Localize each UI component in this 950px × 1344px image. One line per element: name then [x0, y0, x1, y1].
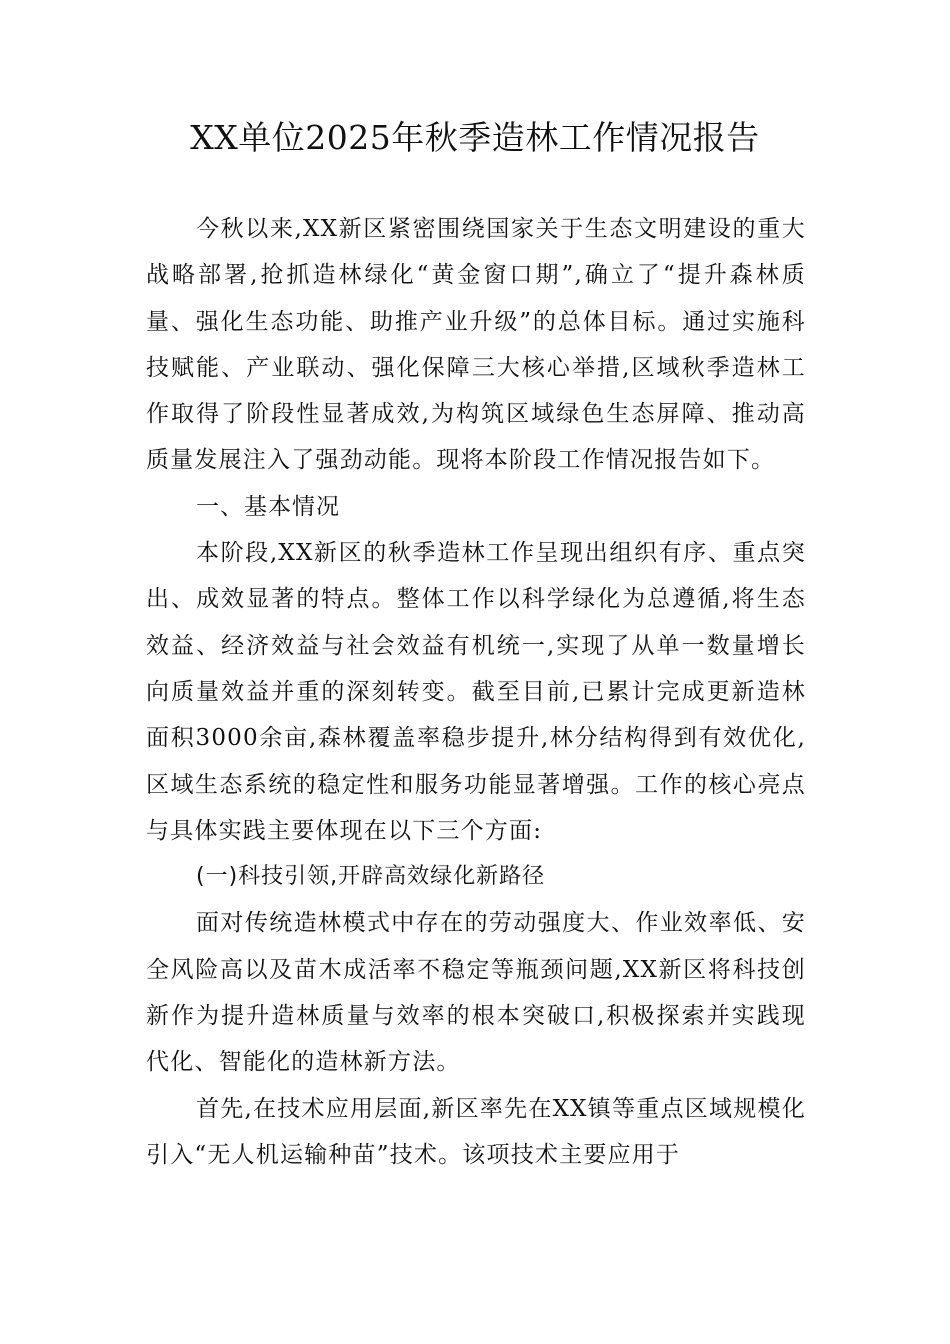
subsection1-paragraph-2: 首先,在技术应用层面,新区率先在XX镇等重点区域规模化引入“无人机运输种苗”技术。该项技术主要应用于 [146, 1095, 806, 1168]
section-heading-basic-situation: 一、基本情况 [196, 493, 340, 520]
subsection-heading-tech-leading: (一)科技引领,开辟高效绿化新路径 [196, 864, 546, 890]
intro-paragraph: 今秋以来,XX新区紧密围绕国家关于生态文明建设的重大战略部署,抢抓造林绿化“黄金窗口期”,确立了“提升森林质量、强化生态功能、助推产业升级”的总体目标。通过实施科技赋能、产业联动、强化保障三大核心举措,区域秋季造林工作取得了阶段性显著成效,为构筑区域绿色生态屏障、推动高质量发展注入了强劲动能。现将本阶段工作情况报告如下。 [146, 216, 806, 474]
document-title: XX单位2025年秋季造林工作情况报告 [190, 118, 760, 157]
document-body [146, 206, 806, 1178]
section1-paragraph-1: 本阶段,XX新区的秋季造林工作呈现出组织有序、重点突出、成效显著的特点。整体工作以科学绿化为总遵循,将生态效益、经济效益与社会效益有机统一,实现了从单一数量增长向质量效益并重的深刻转变。截至目前,已累计完成更新造林面积3000余亩,森林覆盖率稳步提升,林分结构得到有效优化,区域生态系统的稳定性和服务功能显著增强。工作的核心亮点与具体实践主要体现在以下三个方面: [146, 540, 806, 844]
subsection1-paragraph-1: 面对传统造林模式中存在的劳动强度大、作业效率低、安全风险高以及苗木成活率不稳定等瓶颈问题,XX新区将科技创新作为提升造林质量与效率的根本突破口,积极探索并实践现代化、智能化的造林新方法。 [146, 910, 806, 1076]
